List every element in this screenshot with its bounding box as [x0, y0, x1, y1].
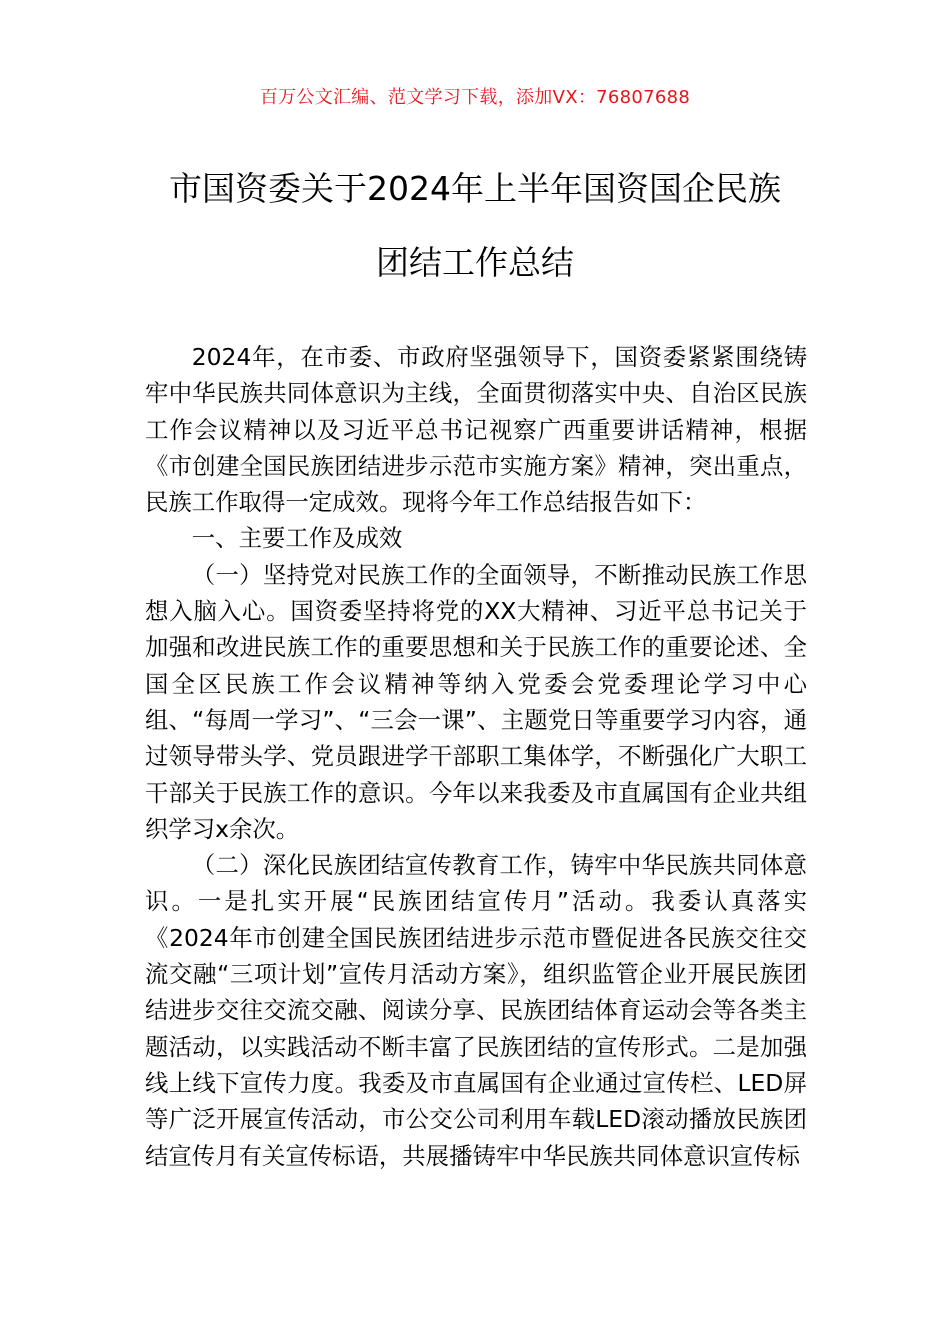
title-line-2: 团结工作总结	[376, 243, 574, 282]
paragraph-item-2: （二）深化民族团结宣传教育工作，铸牢中华民族共同体意识。一是扎实开展“民族团结宣传月”活动。我委认真落实《2024年市创建全国民族团结进步示范市暨促进各民族交往交流交融“三项计划”宣传月活动方案》，组织监管企业开展民族团结进步交往交流交融、阅读分享、民族团结体育运动会等各类主题活动，以实践活动不断丰富了民族团结的宣传形式。二是加强线上线下宣传力度。我委及市直属国有企业通过宣传栏、LED屏等广泛开展宣传活动，市公交公司利用车载LED滚动播放民族团结宣传月有关宣传标语，共展播铸牢中华民族共同体意识宣传标	[145, 851, 807, 1170]
paragraph-intro: 2024年，在市委、市政府坚强领导下，国资委紧紧围绕铸牢中华民族共同体意识为主线，全面贯彻落实中央、自治区民族工作会议精神以及习近平总书记视察广西重要讲话精神，根据《市创建全国民族团结进步示范市实施方案》精神，突出重点，民族工作取得一定成效。现将今年工作总结报告如下：	[145, 343, 807, 517]
header-promo-note: 百万公文汇编、范文学习下载，添加VX：76807688	[259, 87, 691, 108]
section-heading-1: 一、主要工作及成效	[191, 524, 403, 553]
document-title	[100, 152, 850, 300]
document-body	[145, 339, 807, 1174]
paragraph-item-1: （一）坚持党对民族工作的全面领导，不断推动民族工作思想入脑入心。国资委坚持将党的XX大精神、习近平总书记关于加强和改进民族工作的重要思想和关于民族工作的重要论述、全国全区民族工作会议精神等纳入党委会党委理论学习中心组、“每周一学习”、“三会一课”、主题党日等重要学习内容，通过领导带头学、党员跟进学干部职工集体学，不断强化广大职工干部关于民族工作的意识。今年以来我委及市直属国有企业共组织学习x余次。	[145, 560, 807, 843]
title-line-1: 市国资委关于2024年上半年国资国企民族	[169, 169, 781, 208]
